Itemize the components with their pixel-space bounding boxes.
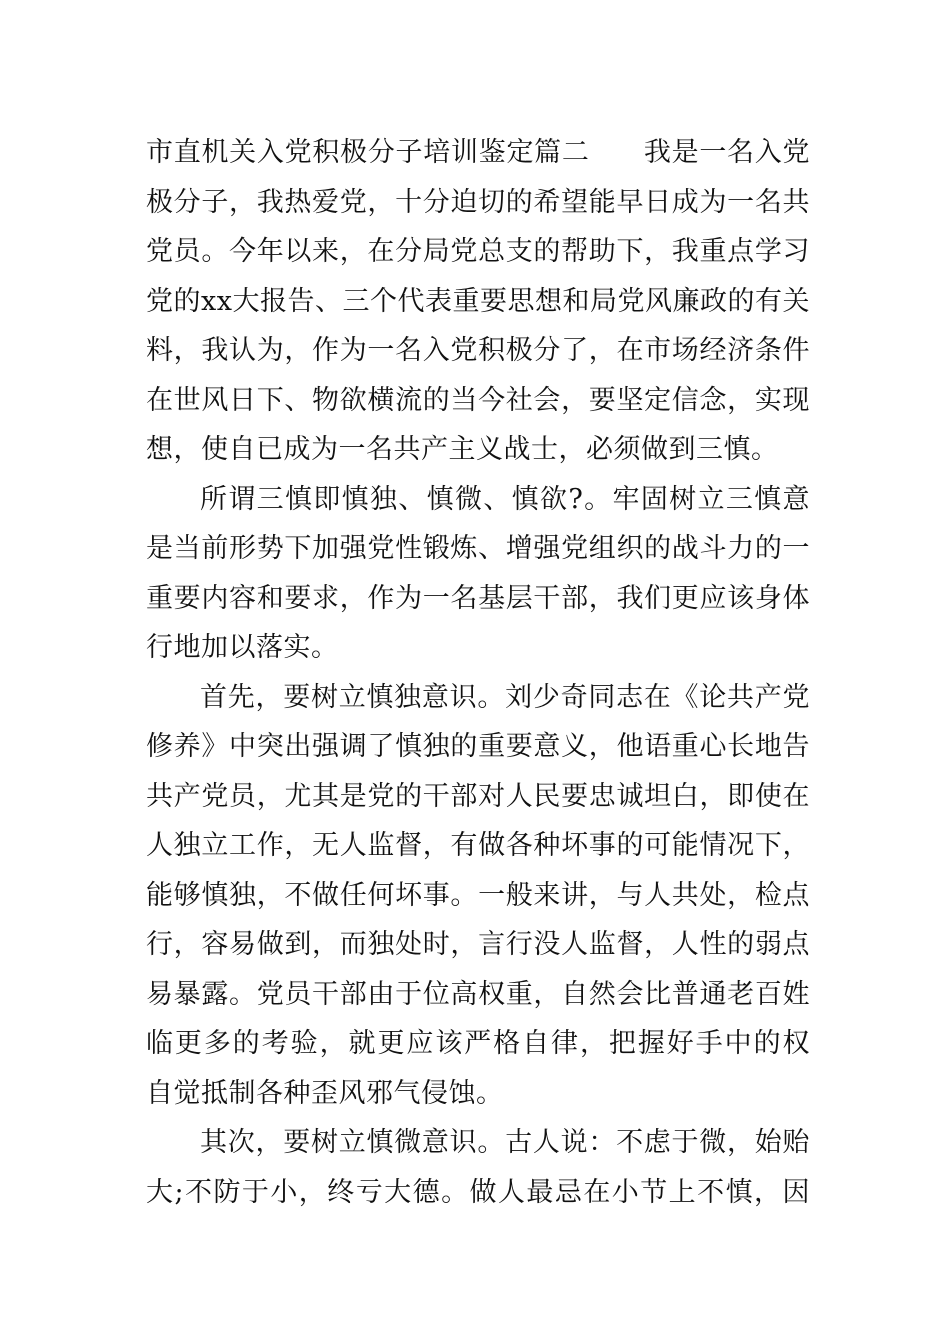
paragraph-3-line-5: 能够慎独，不做任何坏事。一般来讲，与人共处，检点 (146, 879, 810, 911)
paragraph-3-line-4: 人独立工作，无人监督，有做各种坏事的可能情况下， (146, 830, 810, 861)
paragraph-1-line-1 (146, 128, 810, 178)
document-title: 市直机关入党积极分子培训鉴定篇二 (146, 137, 590, 168)
document-body (146, 128, 810, 1217)
paragraph-2-line-4: 行地加以落实。 (146, 632, 339, 663)
paragraph-4-line-1: 其次，要树立慎微意识。古人说：不虑于微，始贻 (200, 1127, 810, 1158)
paragraph-1-line-3: 党员。今年以来，在分局党总支的帮助下，我重点学习 (146, 236, 810, 267)
paragraph-3-line-3: 共产党员，尤其是党的干部对人民要忠诚坦白，即使在 (146, 780, 810, 812)
paragraph-1-line-6: 在世风日下、物欲横流的当今社会，要坚定信念，实现 (146, 384, 810, 416)
paragraph-2-line-2: 是当前形势下加强党性锻炼、增强党组织的战斗力的一 (146, 533, 810, 564)
paragraph-1-line-4: 党的xx大报告、三个代表重要思想和局党风廉政的有关 (146, 285, 810, 317)
paragraph-3-line-7: 易暴露。党员干部由于位高权重，自然会比普通老百姓 (146, 978, 810, 1010)
paragraph-3-line-8: 临更多的考验，就更应该严格自律，把握好手中的权 (146, 1028, 810, 1059)
paragraph-2-line-3: 重要内容和要求，作为一名基层干部，我们更应该身体 (146, 582, 810, 614)
paragraph-1-line-7: 想，使自已成为一名共产主义战士，必须做到三慎。 (146, 434, 779, 465)
paragraph-1-opening: 我是一名入党 (643, 137, 810, 168)
paragraph-3-line-1: 首先，要树立慎独意识。刘少奇同志在《论共产党 (200, 681, 810, 713)
paragraph-3-line-6: 行，容易做到，而独处时，言行没人监督，人性的弱点 (146, 929, 810, 960)
paragraph-4-line-2: 大;不防于小，终亏大德。做人最忌在小节上不慎，因 (146, 1176, 810, 1208)
paragraph-2-line-1: 所谓三慎即慎独、慎微、慎欲?。牢固树立三慎意 (200, 483, 810, 515)
paragraph-1-line-5: 料，我认为，作为一名入党积极分了，在市场经济条件 (146, 335, 810, 366)
paragraph-1-line-2: 极分子，我热爱党，十分迫切的希望能早日成为一名共 (146, 186, 810, 218)
paragraph-3-line-9: 自觉抵制各种歪风邪气侵蚀。 (146, 1077, 504, 1109)
paragraph-3-line-2: 修养》中突出强调了慎独的重要意义，他语重心长地告 (146, 731, 810, 762)
